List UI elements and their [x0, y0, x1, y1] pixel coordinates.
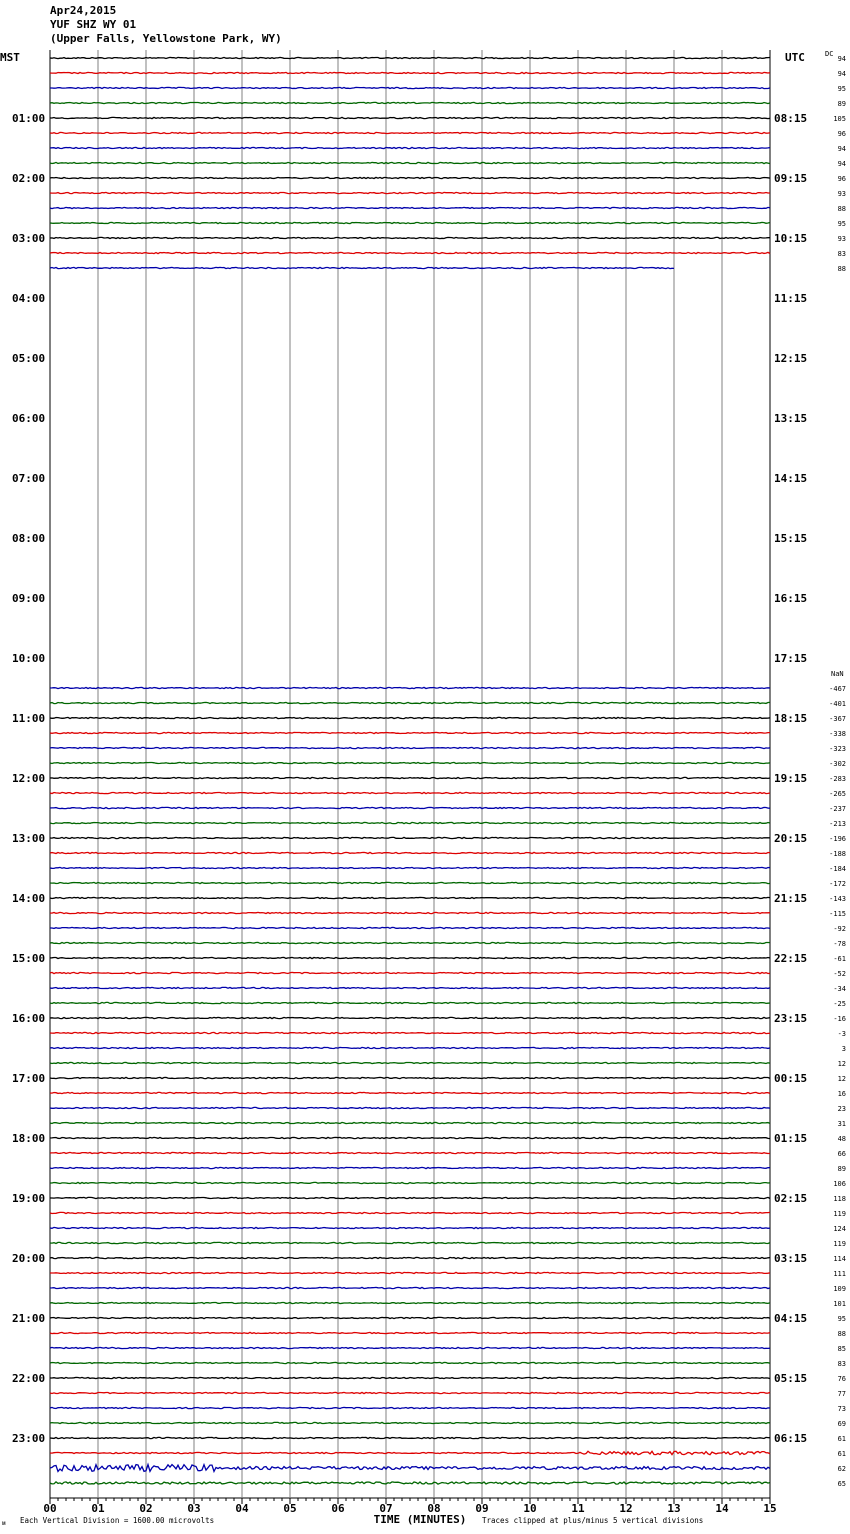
left-hour-label: 13:00: [12, 832, 46, 845]
trace-value-label: -172: [829, 880, 846, 888]
trace-value-label: -61: [833, 955, 846, 963]
trace-row: [50, 1137, 770, 1138]
trace-value-label: -92: [833, 925, 846, 933]
trace-value-label: -283: [829, 775, 846, 783]
right-hour-label: 00:15: [774, 1072, 808, 1085]
trace-value-label: 111: [833, 1270, 846, 1278]
trace-row: [50, 1451, 770, 1454]
chart-date: Apr24,2015: [50, 4, 117, 17]
trace-row: [50, 882, 770, 883]
left-hour-label: 18:00: [12, 1132, 46, 1145]
right-hour-label: 01:15: [774, 1132, 808, 1145]
right-hour-label: 12:15: [774, 352, 808, 365]
trace-row: [50, 1347, 770, 1348]
trace-row: [50, 252, 770, 253]
trace-row: [50, 702, 770, 703]
trace-value-label: 95: [837, 1315, 846, 1323]
right-hour-label: 22:15: [774, 952, 808, 965]
right-timezone-label: UTC: [785, 51, 805, 64]
trace-row: [50, 1272, 770, 1273]
trace-row: [50, 927, 770, 928]
x-tick-label: 01: [91, 1502, 105, 1515]
trace-value-label: 124: [833, 1225, 846, 1233]
trace-value-label: 16: [837, 1090, 846, 1098]
trace-row: [50, 102, 770, 103]
trace-row: [50, 1392, 770, 1393]
trace-value-label: 85: [837, 1345, 846, 1353]
left-hour-label: 02:00: [12, 172, 46, 185]
trace-value-label: 12: [837, 1075, 846, 1083]
trace-value-label: 95: [837, 85, 846, 93]
trace-value-label: -367: [829, 715, 846, 723]
trace-value-label: -184: [829, 865, 846, 873]
trace-value-label: -338: [829, 730, 846, 738]
trace-row: [50, 1242, 770, 1243]
left-hour-label: 11:00: [12, 712, 46, 725]
trace-value-label: -323: [829, 745, 846, 753]
trace-row: [50, 807, 770, 808]
trace-row: [50, 1317, 770, 1318]
trace-value-label: 105: [833, 115, 846, 123]
nan-column-label: NaN: [831, 670, 844, 678]
trace-value-label: -16: [833, 1015, 846, 1023]
trace-value-label: 93: [837, 235, 846, 243]
trace-row: [50, 267, 674, 268]
corner-mark: ᴍ: [2, 1520, 6, 1527]
trace-row: [50, 1227, 770, 1228]
trace-value-label: 31: [837, 1120, 846, 1128]
trace-value-label: 88: [837, 205, 846, 213]
left-hour-label: 04:00: [12, 292, 46, 305]
left-hour-label: 20:00: [12, 1252, 46, 1265]
left-hour-label: 10:00: [12, 652, 46, 665]
right-hour-label: 23:15: [774, 1012, 808, 1025]
left-hour-label: 22:00: [12, 1372, 46, 1385]
trace-value-label: 88: [837, 1330, 846, 1338]
left-hour-label: 09:00: [12, 592, 46, 605]
trace-row: [50, 1212, 770, 1213]
trace-row: [50, 717, 770, 718]
trace-row: [50, 1465, 770, 1472]
x-tick-label: 10: [523, 1502, 537, 1515]
trace-row: [50, 207, 770, 208]
trace-value-label: -213: [829, 820, 846, 828]
trace-row: [50, 237, 770, 238]
trace-value-label: 83: [837, 250, 846, 258]
trace-row: [50, 1122, 770, 1123]
trace-value-label: 3: [841, 1045, 846, 1053]
trace-value-label: 66: [837, 1150, 846, 1158]
trace-value-label: -188: [829, 850, 846, 858]
right-hour-label: 08:15: [774, 112, 808, 125]
right-hour-label: 14:15: [774, 472, 808, 485]
trace-row: [50, 162, 770, 163]
x-tick-label: 05: [283, 1502, 297, 1515]
trace-row: [50, 1407, 770, 1408]
trace-value-label: 48: [837, 1135, 846, 1143]
trace-value-label: 77: [837, 1390, 846, 1398]
trace-row: [50, 732, 770, 733]
left-hour-label: 12:00: [12, 772, 46, 785]
trace-value-label: 73: [837, 1405, 846, 1413]
trace-value-label: 89: [837, 1165, 846, 1173]
trace-row: [50, 1032, 770, 1033]
trace-value-label: 95: [837, 220, 846, 228]
x-tick-label: 11: [571, 1502, 585, 1515]
x-tick-label: 06: [331, 1502, 345, 1515]
trace-row: [50, 1287, 770, 1288]
trace-row: [50, 1482, 770, 1484]
trace-value-label: 69: [837, 1420, 846, 1428]
trace-row: [50, 192, 770, 193]
trace-row: [50, 57, 770, 58]
trace-value-label: 76: [837, 1375, 846, 1383]
right-hour-label: 10:15: [774, 232, 808, 245]
trace-row: [50, 1257, 770, 1258]
trace-row: [50, 117, 770, 118]
trace-row: [50, 1422, 770, 1423]
x-tick-label: 07: [379, 1502, 393, 1515]
right-hour-label: 16:15: [774, 592, 808, 605]
left-hour-label: 15:00: [12, 952, 46, 965]
trace-value-label: 96: [837, 130, 846, 138]
trace-row: [50, 87, 770, 88]
trace-row: [50, 972, 770, 973]
trace-value-label: -3: [837, 1030, 846, 1038]
right-hour-label: 09:15: [774, 172, 808, 185]
trace-value-label: -115: [829, 910, 846, 918]
left-hour-label: 07:00: [12, 472, 46, 485]
trace-row: [50, 1077, 770, 1078]
trace-row: [50, 822, 770, 823]
trace-row: [50, 957, 770, 958]
x-tick-label: 09: [475, 1502, 489, 1515]
trace-row: [50, 852, 770, 853]
trace-row: [50, 1002, 770, 1003]
trace-row: [50, 912, 770, 913]
x-tick-label: 14: [715, 1502, 729, 1515]
trace-value-label: 119: [833, 1210, 846, 1218]
trace-value-label: 12: [837, 1060, 846, 1068]
trace-row: [50, 747, 770, 748]
trace-value-label: -196: [829, 835, 846, 843]
trace-lines: [50, 57, 770, 1484]
right-hour-label: 17:15: [774, 652, 808, 665]
trace-row: [50, 687, 770, 688]
trace-row: [50, 987, 770, 988]
left-hour-label: 05:00: [12, 352, 46, 365]
trace-value-label: -52: [833, 970, 846, 978]
trace-value-label: -34: [833, 985, 846, 993]
trace-value-label: 94: [837, 145, 846, 153]
left-hour-label: 23:00: [12, 1432, 46, 1445]
left-hour-label: 19:00: [12, 1192, 46, 1205]
trace-value-label: 23: [837, 1105, 846, 1113]
scale-note: Each Vertical Division = 1600.00 microvolts: [20, 1516, 215, 1525]
right-hour-label: 02:15: [774, 1192, 808, 1205]
trace-row: [50, 1437, 770, 1438]
left-hour-label: 06:00: [12, 412, 46, 425]
trace-row: [50, 762, 770, 763]
trace-value-label: 94: [837, 70, 846, 78]
right-hour-label: 20:15: [774, 832, 808, 845]
trace-row: [50, 1107, 770, 1108]
trace-value-label: 96: [837, 175, 846, 183]
trace-value-label: 83: [837, 1360, 846, 1368]
trace-row: [50, 222, 770, 223]
trace-row: [50, 72, 770, 73]
trace-value-label: -302: [829, 760, 846, 768]
trace-row: [50, 792, 770, 793]
trace-value-label: -265: [829, 790, 846, 798]
left-hour-label: 01:00: [12, 112, 46, 125]
trace-value-label: 65: [837, 1480, 846, 1488]
trace-row: [50, 777, 770, 778]
dc-column-label: DC: [825, 50, 834, 58]
x-tick-label: 08: [427, 1502, 441, 1515]
trace-row: [50, 1047, 770, 1048]
trace-value-label: -78: [833, 940, 846, 948]
x-tick-label: 02: [139, 1502, 153, 1515]
trace-row: [50, 897, 770, 898]
right-hour-label: 13:15: [774, 412, 808, 425]
right-hour-label: 21:15: [774, 892, 808, 905]
trace-value-label: 93: [837, 190, 846, 198]
trace-value-label: 118: [833, 1195, 846, 1203]
x-tick-label: 04: [235, 1502, 249, 1515]
trace-value-label: 94: [837, 55, 846, 63]
trace-value-label: 62: [837, 1465, 846, 1473]
clip-note: Traces clipped at plus/minus 5 vertical divisions: [482, 1516, 704, 1525]
trace-value-label: 101: [833, 1300, 846, 1308]
right-hour-label: 11:15: [774, 292, 808, 305]
trace-value-label: 61: [837, 1435, 846, 1443]
trace-row: [50, 1152, 770, 1153]
right-hour-label: 04:15: [774, 1312, 808, 1325]
left-hour-label: 08:00: [12, 532, 46, 545]
trace-value-label: -143: [829, 895, 846, 903]
left-hour-label: 21:00: [12, 1312, 46, 1325]
x-tick-label: 03: [187, 1502, 201, 1515]
right-hour-label: 06:15: [774, 1432, 808, 1445]
trace-value-label: 61: [837, 1450, 846, 1458]
station-code: YUF SHZ WY 01: [50, 18, 137, 31]
trace-value-label: 89: [837, 100, 846, 108]
trace-row: [50, 1302, 770, 1303]
x-tick-label: 13: [667, 1502, 681, 1515]
trace-row: [50, 1362, 770, 1363]
left-hour-label: 03:00: [12, 232, 46, 245]
trace-row: [50, 867, 770, 868]
right-hour-label: 03:15: [774, 1252, 808, 1265]
left-hour-label: 17:00: [12, 1072, 46, 1085]
trace-value-label: -401: [829, 700, 846, 708]
right-hour-label: 05:15: [774, 1372, 808, 1385]
trace-row: [50, 177, 770, 178]
trace-row: [50, 132, 770, 133]
trace-row: [50, 1182, 770, 1183]
trace-row: [50, 1197, 770, 1198]
trace-value-label: 114: [833, 1255, 846, 1263]
trace-row: [50, 1377, 770, 1378]
trace-row: [50, 1332, 770, 1333]
trace-row: [50, 837, 770, 838]
trace-row: [50, 942, 770, 943]
right-hour-label: 18:15: [774, 712, 808, 725]
trace-value-label: 94: [837, 160, 846, 168]
trace-row: [50, 1167, 770, 1168]
trace-value-label: -237: [829, 805, 846, 813]
x-tick-label: 15: [763, 1502, 777, 1515]
trace-row: [50, 1017, 770, 1018]
left-hour-label: 16:00: [12, 1012, 46, 1025]
trace-value-label: -25: [833, 1000, 846, 1008]
left-hour-label: 14:00: [12, 892, 46, 905]
trace-value-label: -467: [829, 685, 846, 693]
trace-row: [50, 147, 770, 148]
trace-value-label: 106: [833, 1180, 846, 1188]
trace-value-label: 109: [833, 1285, 846, 1293]
left-timezone-label: MST: [0, 51, 20, 64]
x-tick-label: 00: [43, 1502, 57, 1515]
trace-value-label: 119: [833, 1240, 846, 1248]
trace-value-label: 88: [837, 265, 846, 273]
x-tick-label: 12: [619, 1502, 633, 1515]
right-hour-label: 19:15: [774, 772, 808, 785]
axis-labels: [0, 50, 846, 1527]
trace-row: [50, 1092, 770, 1093]
trace-row: [50, 1062, 770, 1063]
right-hour-label: 15:15: [774, 532, 808, 545]
x-axis-title: TIME (MINUTES): [373, 1513, 467, 1526]
station-location: (Upper Falls, Yellowstone Park, WY): [50, 32, 282, 45]
